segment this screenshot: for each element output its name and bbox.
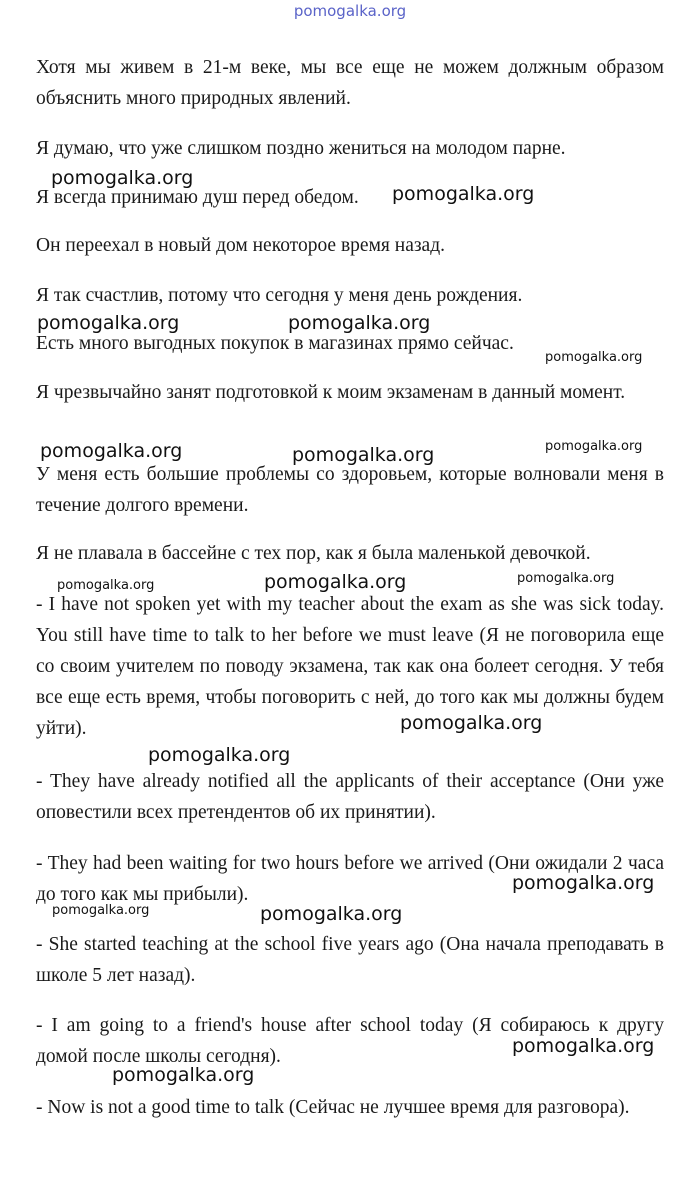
watermark: pomogalka.org	[40, 440, 183, 462]
paragraph-1: Хотя мы живем в 21-м веке, мы все еще не можем должным образом объяснить много природных явлений.	[36, 57, 664, 109]
paragraph-7: Я чрезвычайно занят подготовкой к моим экзаменам в данный момент.	[36, 382, 626, 403]
paragraph-5: Я так счастлив, потому что сегодня у меня день рождения.	[36, 285, 523, 306]
paragraph-3: Я всегда принимаю душ перед обедом.	[36, 187, 359, 208]
paragraph-6: Есть много выгодных покупок в магазинах прямо сейчас.	[36, 333, 514, 354]
paragraph-14: - I am going to a friend's house after school today (Я собираюсь к другу домой после школы сегодня).	[36, 1015, 664, 1067]
watermark: pomogalka.org	[148, 744, 291, 766]
paragraph-4: Он переехал в новый дом некоторое время назад.	[36, 235, 446, 256]
watermark: pomogalka.org	[288, 312, 431, 334]
watermark: pomogalka.org	[292, 444, 435, 466]
watermark: pomogalka.org	[512, 872, 655, 894]
paragraph-13: - She started teaching at the school five years ago (Она начала преподавать в школе 5 лет назад).	[36, 934, 664, 986]
watermark: pomogalka.org	[392, 183, 535, 205]
paragraph-9: Я не плавала в бассейне с тех пор, как я была маленькой девочкой.	[36, 543, 591, 564]
watermark: pomogalka.org	[545, 439, 643, 454]
watermark: pomogalka.org	[400, 712, 543, 734]
watermark: pomogalka.org	[37, 312, 180, 334]
paragraph-8: У меня есть большие проблемы со здоровьем, которые волновали меня в течение долгого времени.	[36, 464, 664, 516]
watermark: pomogalka.org	[260, 903, 403, 925]
header-watermark[interactable]: pomogalka.org	[293, 2, 407, 20]
watermark: pomogalka.org	[545, 350, 643, 365]
watermark: pomogalka.org	[57, 578, 155, 593]
paragraph-10: - I have not spoken yet with my teacher about the exam as she was sick today. You still have time to talk to her before we must leave (Я не поговорила еще со своим учителем по поводу экзамена, так как она болеет сегодня. У тебя все еще есть время, чтобы поговорить с ней, до того как мы должны будем уйти).	[36, 594, 664, 739]
watermark: pomogalka.org	[52, 903, 150, 918]
watermark: pomogalka.org	[51, 167, 194, 189]
paragraph-2: Я думаю, что уже слишком поздно жениться на молодом парне.	[36, 138, 566, 159]
paragraph-15: - Now is not a good time to talk (Сейчас не лучшее время для разговора).	[36, 1097, 630, 1118]
paragraph-12: - They had been waiting for two hours before we arrived (Они ожидали 2 часа до того как мы прибыли).	[36, 853, 664, 905]
paragraph-11: - They have already notified all the applicants of their acceptance (Они уже оповестили всех претендентов об их принятии).	[36, 771, 664, 823]
watermark: pomogalka.org	[112, 1064, 255, 1086]
watermark: pomogalka.org	[512, 1035, 655, 1057]
watermark: pomogalka.org	[517, 571, 615, 586]
watermark: pomogalka.org	[264, 571, 407, 593]
